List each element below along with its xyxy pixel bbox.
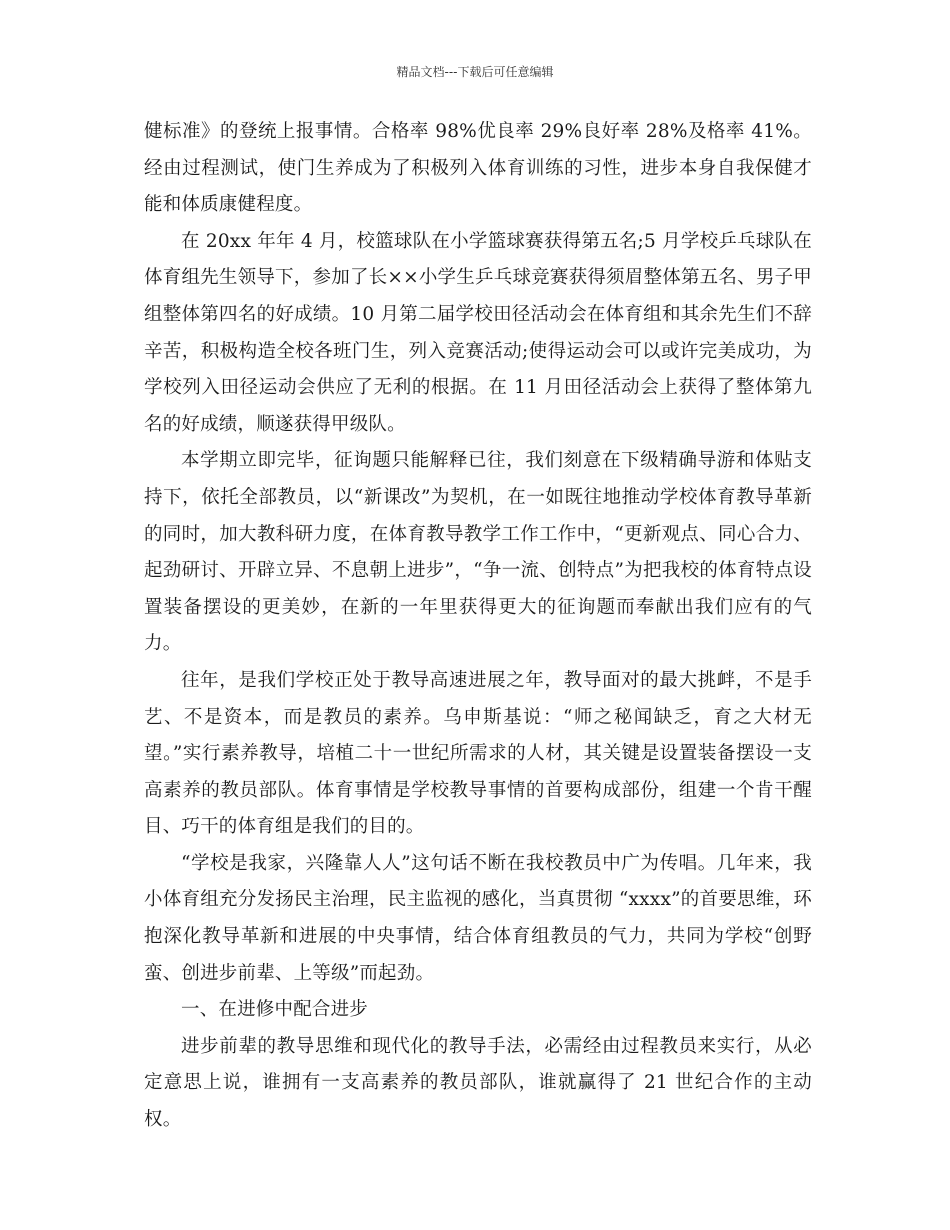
section-heading: 一、在进修中配合进步 (181, 999, 369, 1021)
document-body (144, 114, 812, 1139)
page-header: 精品文档---下载后可任意编辑 (396, 65, 554, 79)
paragraph-1: 健标准》的登统上报事情。合格率 98%优良率 29%良好率 28%及格率 41%。经由过程测试，使门生养成为了积极列入体育训练的习性，进步本身自我保健才能和体质康健程度。 (144, 121, 812, 216)
paragraph-6: 进步前辈的教导思维和现代化的教导手法，必需经由过程教员来实行，从必定意思上说，谁拥有一支高素养的教员部队，谁就赢得了 21 世纪合作的主动权。 (144, 1035, 812, 1131)
paragraph-4: 往年，是我们学校正处于教导高速进展之年，教导面对的最大挑衅，不是手艺、不是资本，而是教员的素养。乌申斯基说：“师之秘闻缺乏，育之大材无望。”实行素养教导，培植二十一世纪所需求的人材，其关键是设置装备摆设一支高素养的教员部队。体育事情是学校教导事情的首要构成部份，组建一个肯干醒目、巧干的体育组是我们的目的。 (144, 669, 812, 838)
paragraph-2: 在 20xx 年年 4 月，校篮球队在小学篮球赛获得第五名;5 月学校乒乓球队在体育组先生领导下，参加了长××小学生乒乓球竞赛获得须眉整体第五名、男子甲组整体第四名的好成绩。10 月第二届学校田径活动会在体育组和其余先生们不辞辛苦，积极构造全校各班门生，列入竞赛活动;使得运动会可以或许完美成功，为学校列入田径运动会供应了无利的根据。在 11 月田径活动会上获得了整体第九名的好成绩，顺遂获得甲级队。 (144, 230, 812, 435)
paragraph-3: 本学期立即完毕，征询题只能解释已往，我们刻意在下级精确导游和体贴支持下，依托全部教员，以“新课改”为契机，在一如既往地推动学校体育教导革新的同时，加大教科研力度，在体育教导教学工作工作中，“更新观点、同心合力、起劲研讨、开辟立异、不息朝上进步”，“争一流、创特点”为把我校的体育特点设置装备摆设的更美妙，在新的一年里获得更大的征询题而奉献出我们应有的气力。 (144, 450, 812, 655)
paragraph-5: “学校是我家，兴隆靠人人”这句话不断在我校教员中广为传唱。几年来，我小体育组充分发扬民主治理，民主监视的感化，当真贯彻 “xxxx”的首要思维，环抱深化教导革新和进展的中央事情，结合体育组教员的气力，共同为学校“创野蛮、创进步前辈、上等级”而起劲。 (144, 852, 812, 984)
